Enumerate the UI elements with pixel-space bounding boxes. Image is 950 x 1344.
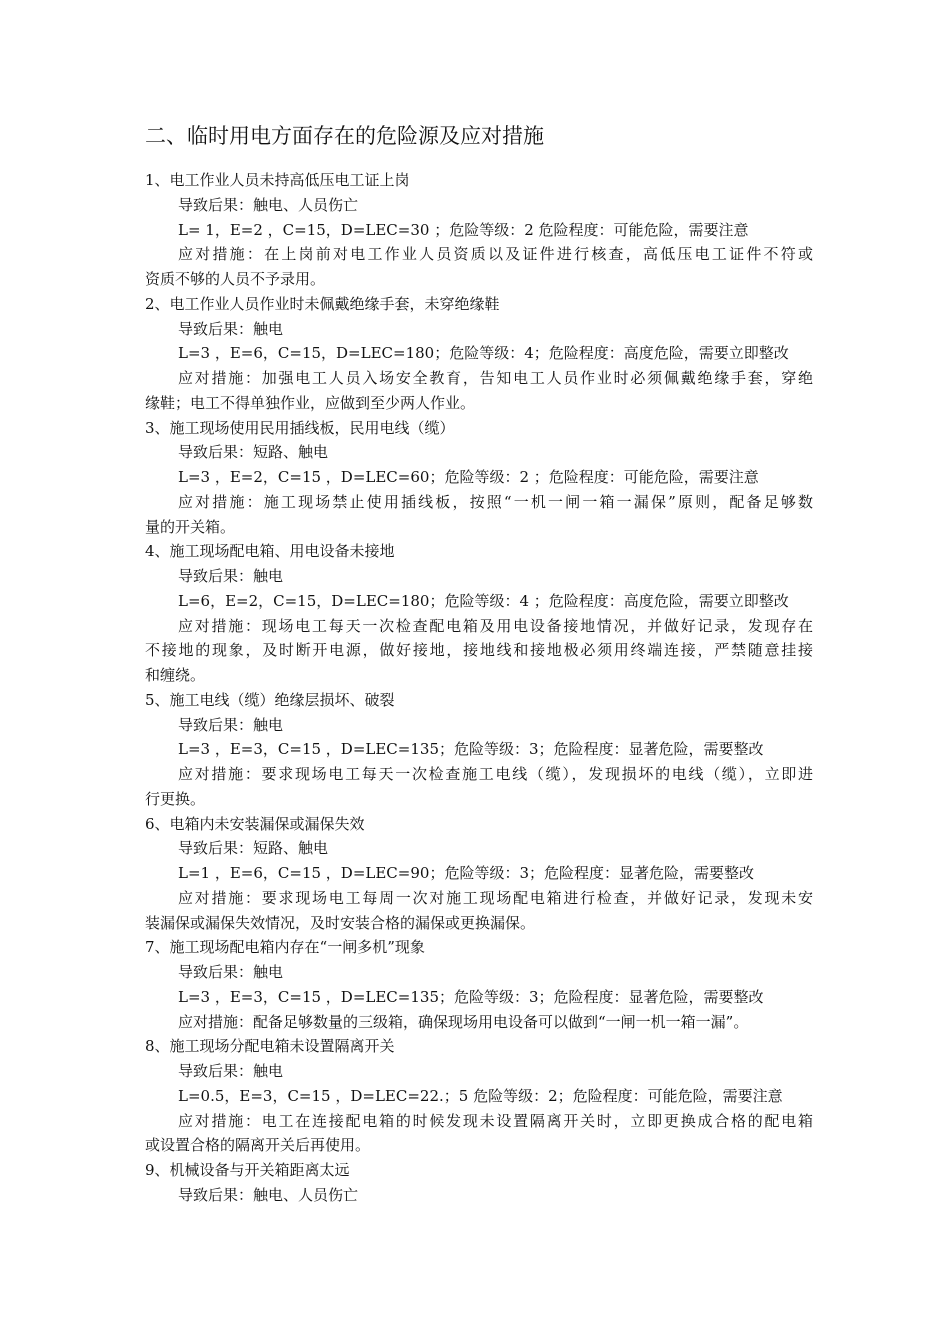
consequence-line: 导致后果：触电 — [178, 567, 284, 585]
measure-line: 应对措施：要求现场电工每天一次检查施工电线（缆），发现损坏的电线（缆），立即进 — [178, 765, 813, 783]
consequence-line: 导致后果：触电 — [178, 319, 284, 338]
section-title: 二、临时用电方面存在的危险源及应对措施 — [145, 124, 544, 148]
hazard-heading: 3、施工现场使用民用插线板，民用电线（缆） — [145, 418, 455, 437]
measure-line: 应对措施：电工在连接配电箱的时候发现未设置隔离开关时，立即更换成合格的配电箱 — [178, 1111, 813, 1130]
measure-line: 应对措施：施工现场禁止使用插线板，按照“一机一闸一箱一漏保”原则，配备足够数 — [178, 492, 813, 511]
measure-line: 缘鞋；电工不得单独作业，应做到至少两人作业。 — [145, 393, 476, 412]
hazard-heading: 5、施工电线（缆）绝缘层损坏、破裂 — [145, 690, 395, 709]
hazard-heading: 6、电箱内未安装漏保或漏保失效 — [145, 814, 365, 833]
hazard-heading: 1、电工作业人员未持高低压电工证上岗 — [145, 171, 410, 189]
consequence-line: 导致后果：触电 — [178, 1062, 284, 1080]
hazard-heading: 8、施工现场分配电箱未设置隔离开关 — [145, 1037, 395, 1056]
risk-assessment-line: L= 1，E=2 ，C=15，D=LEC=30 ；危险等级：2 危险程度：可能危险，需要注意 — [178, 220, 749, 239]
hazard-heading: 4、施工现场配电箱、用电设备未接地 — [145, 542, 395, 561]
consequence-line: 导致后果：触电、人员伤亡 — [178, 195, 359, 214]
measure-line: 不接地的现象，及时断开电源，做好接地，接地线和接地极必须用终端连接，严禁随意挂接 — [145, 641, 813, 660]
consequence-line: 导致后果：短路、触电 — [178, 443, 329, 462]
risk-assessment-line: L=3 ，E=3，C=15 ，D=LEC=135；危险等级：3；危险程度：显著危险，需要整改 — [178, 987, 764, 1006]
hazard-heading: 9、机械设备与开关箱距离太远 — [145, 1161, 350, 1179]
consequence-line: 导致后果：触电、人员伤亡 — [178, 1185, 359, 1204]
consequence-line: 导致后果：短路、触电 — [178, 839, 329, 858]
measure-line: 和缠绕。 — [145, 666, 206, 684]
measure-line: 装漏保或漏保失效情况，及时安装合格的漏保或更换漏保。 — [145, 913, 536, 932]
measure-line: 资质不够的人员不予录用。 — [145, 270, 326, 288]
consequence-line: 导致后果：触电 — [178, 715, 284, 734]
risk-assessment-line: L=3 ，E=3，C=15 ，D=LEC=135；危险等级：3；危险程度：显著危险，需要整改 — [178, 740, 764, 759]
risk-assessment-line: L=3 ，E=2，C=15 ，D=LEC=60；危险等级：2 ；危险程度：可能危险，需要注意 — [178, 468, 759, 486]
measure-line: 应对措施：配备足够数量的三级箱，确保现场用电设备可以做到“一闸一机一箱一漏”。 — [178, 1012, 749, 1031]
risk-assessment-line: L=6，E=2，C=15，D=LEC=180；危险等级：4 ；危险程度：高度危险，需要立即整改 — [178, 591, 789, 610]
measure-line: 量的开关箱。 — [145, 517, 236, 536]
hazard-heading: 7、施工现场配电箱内存在“一闸多机”现象 — [145, 938, 425, 957]
risk-assessment-line: L=1 ，E=6，C=15 ，D=LEC=90；危险等级：3；危险程度：显著危险，需要整改 — [178, 864, 754, 882]
measure-line: 行更换。 — [145, 789, 206, 808]
hazard-heading: 2、电工作业人员作业时未佩戴绝缘手套，未穿绝缘鞋 — [145, 294, 500, 313]
risk-assessment-line: L=3 ，E=6，C=15，D=LEC=180；危险等级：4；危险程度：高度危险，需要立即整改 — [178, 344, 789, 363]
consequence-line: 导致后果：触电 — [178, 963, 284, 981]
hazard-list — [145, 168, 813, 1208]
measure-line: 应对措施：现场电工每天一次检查配电箱及用电设备接地情况，并做好记录，发现存在 — [178, 616, 813, 635]
measure-line: 应对措施：在上岗前对电工作业人员资质以及证件进行核查，高低压电工证件不符或 — [178, 245, 813, 264]
risk-assessment-line: L=0.5，E=3，C=15 ，D=LEC=22.；5 危险等级：2；危险程度：可能危险，需要注意 — [178, 1086, 783, 1105]
measure-line: 或设置合格的隔离开关后再使用。 — [145, 1136, 371, 1155]
measure-line: 应对措施：加强电工人员入场安全教育，告知电工人员作业时必须佩戴绝缘手套，穿绝 — [178, 369, 813, 387]
measure-line: 应对措施：要求现场电工每周一次对施工现场配电箱进行检查，并做好记录，发现未安 — [178, 888, 813, 907]
